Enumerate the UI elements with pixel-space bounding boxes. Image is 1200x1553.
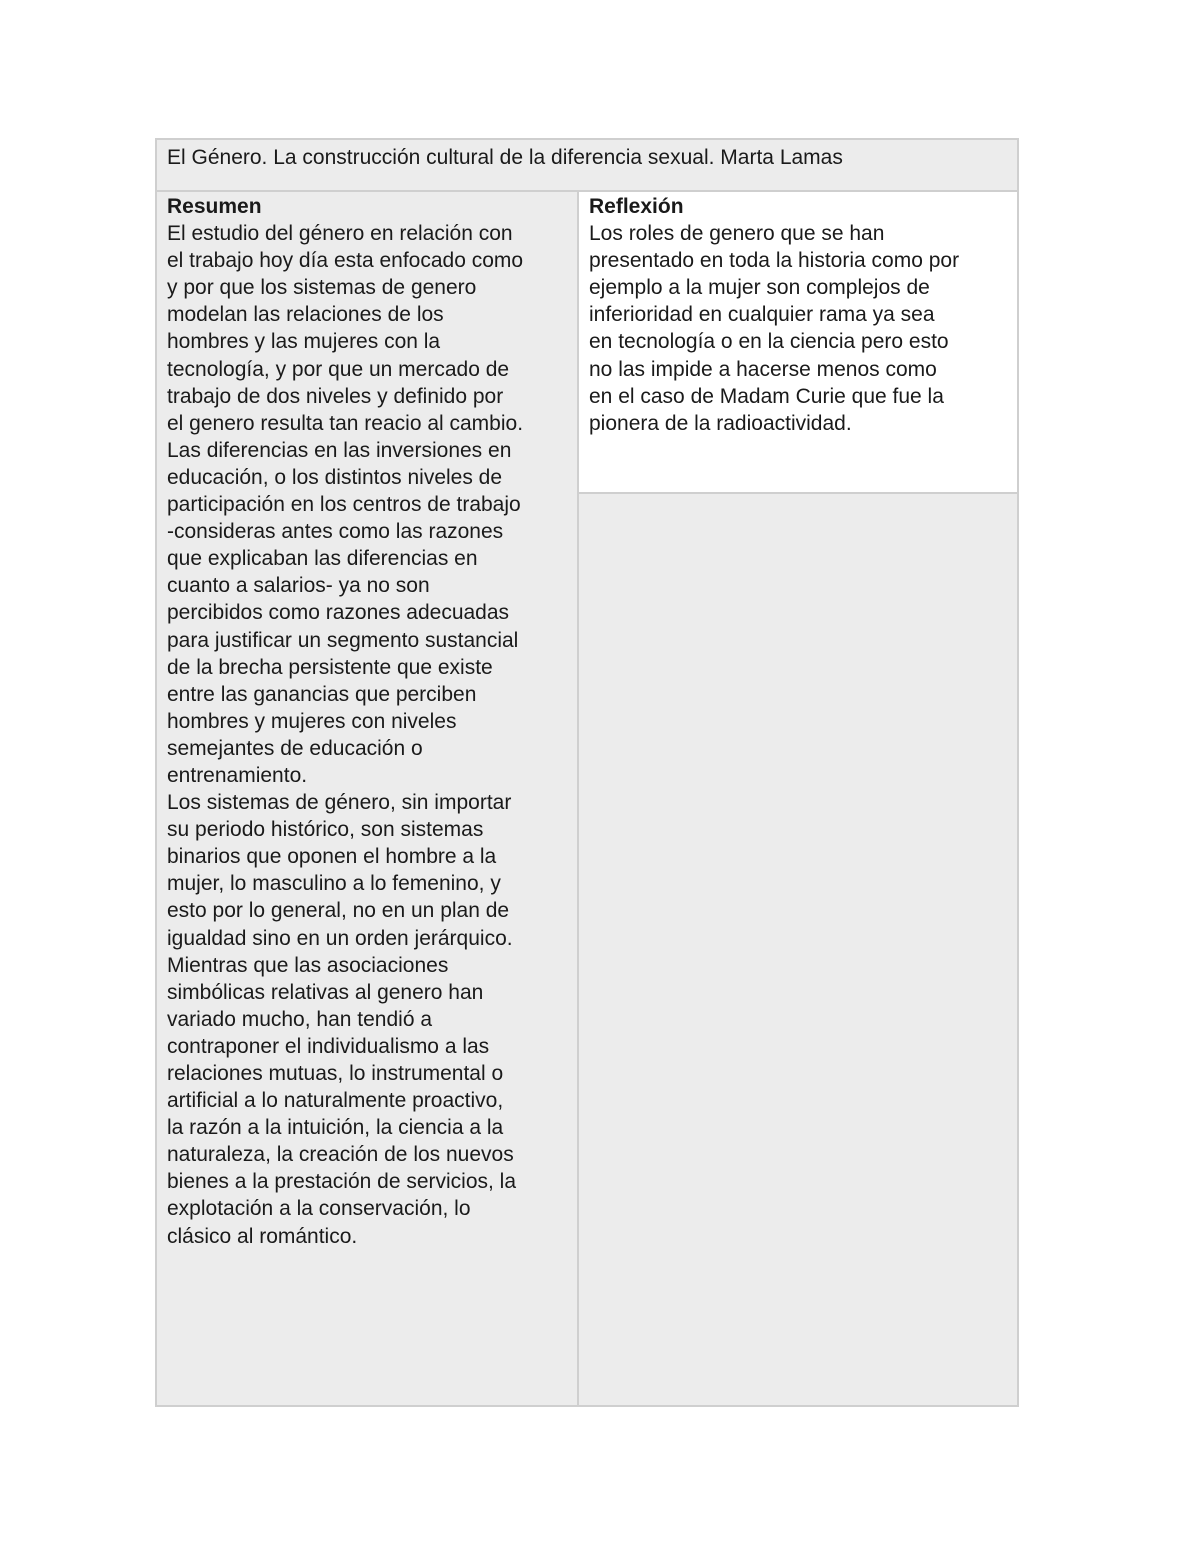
text-line: Los sistemas de género, sin importar <box>167 791 512 815</box>
text-line: Los roles de genero que se han <box>589 222 885 246</box>
text-line: El estudio del género en relación con <box>167 222 513 246</box>
text-line: mujer, lo masculino a lo femenino, y <box>167 872 501 896</box>
text-line: que explicaban las diferencias en <box>167 547 478 571</box>
text-line: binarios que oponen el hombre a la <box>167 845 497 869</box>
text-line: educación, o los distintos niveles de <box>167 465 503 489</box>
right-column <box>579 192 1017 1405</box>
text-line: inferioridad en cualquier rama ya sea <box>589 303 935 327</box>
text-line: tecnología, y por que un mercado de <box>167 357 510 381</box>
resumen-content <box>167 193 523 1250</box>
title-row <box>157 140 1017 192</box>
document-table <box>155 138 1019 1407</box>
text-line: Mientras que las asociaciones <box>167 953 449 977</box>
text-line: el trabajo hoy día esta enfocado como <box>167 249 524 273</box>
text-line: el genero resulta tan reacio al cambio. <box>167 411 524 435</box>
text-line: ejemplo a la mujer son complejos de <box>589 276 930 300</box>
text-line: explotación a la conservación, lo <box>167 1197 471 1221</box>
text-line: entrenamiento. <box>167 763 308 787</box>
text-line: hombres y mujeres con niveles <box>167 709 457 733</box>
reflexion-cell <box>579 192 1017 494</box>
text-line: clásico al romántico. <box>167 1224 358 1248</box>
text-line: no las impide a hacerse menos como <box>589 357 937 381</box>
text-line: igualdad sino en un orden jerárquico. <box>167 926 513 950</box>
text-line: en el caso de Madam Curie que fue la <box>589 384 944 408</box>
text-line: naturaleza, la creación de los nuevos <box>167 1143 514 1167</box>
text-line: relaciones mutuas, lo instrumental o <box>167 1062 504 1085</box>
text-line: artificial a lo naturalmente proactivo, <box>167 1089 504 1113</box>
text-line: Las diferencias en las inversiones en <box>167 438 512 462</box>
resumen-heading: Resumen <box>167 195 262 218</box>
text-line: trabajo de dos niveles y definido por <box>167 384 504 408</box>
text-line: hombres y las mujeres con la <box>167 330 441 354</box>
text-line: para justificar un segmento sustancial <box>167 628 519 652</box>
text-line: entre las ganancias que perciben <box>167 682 477 706</box>
text-line: participación en los centros de trabajo <box>167 493 521 517</box>
text-line: esto por lo general, no en un plan de <box>167 899 510 923</box>
text-line: cuanto a salarios- ya no son <box>167 574 430 598</box>
text-line: la razón a la intuición, la ciencia a la <box>167 1116 504 1140</box>
text-line: contraponer el individualismo a las <box>167 1034 490 1058</box>
text-line: en tecnología o en la ciencia pero esto <box>589 330 949 354</box>
reflexion-heading: Reflexión <box>589 195 684 218</box>
text-line: y por que los sistemas de genero <box>167 276 477 300</box>
text-line: presentado en toda la historia como por <box>589 249 960 273</box>
reflexion-content <box>589 193 959 437</box>
text-line: semejantes de educación o <box>167 736 423 760</box>
text-line: percibidos como razones adecuadas <box>167 601 510 625</box>
text-line: bienes a la prestación de servicios, la <box>167 1170 517 1194</box>
document-title: El Género. La construcción cultural de la diferencia sexual. Marta Lamas <box>167 146 843 169</box>
text-line: pionera de la radioactividad. <box>589 411 852 435</box>
text-line: modelan las relaciones de los <box>167 303 444 327</box>
text-line: simbólicas relativas al genero han <box>167 980 484 1004</box>
text-line: su periodo histórico, son sistemas <box>167 818 484 842</box>
text-line: de la brecha persistente que existe <box>167 655 493 679</box>
text-line: -consideras antes como las razones <box>167 520 504 544</box>
resumen-cell <box>157 192 579 1405</box>
text-line: variado mucho, han tendió a <box>167 1007 433 1031</box>
